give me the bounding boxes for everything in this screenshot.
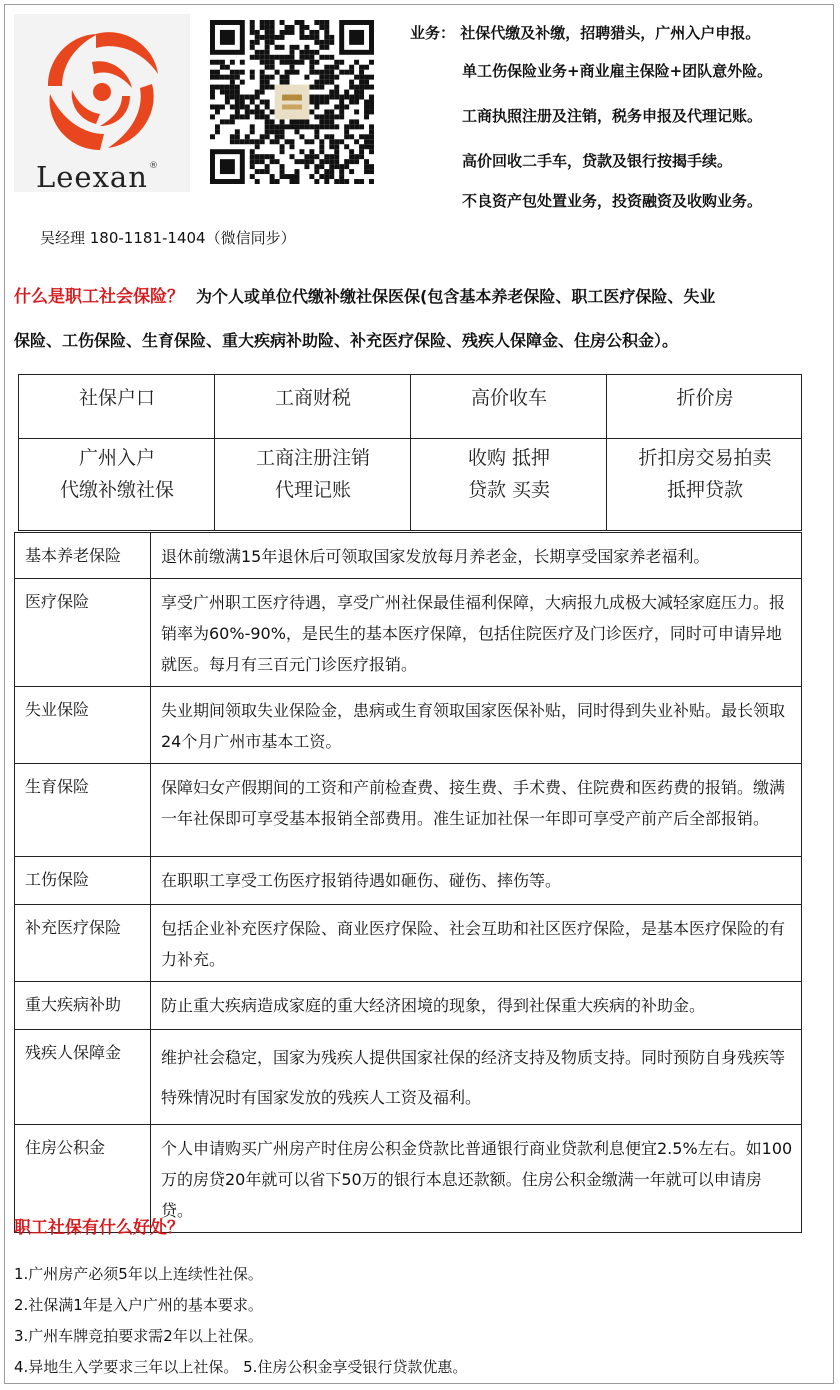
benefit-item: 3.广州车牌竞拍要求需2年以上社保。 (14, 1327, 263, 1345)
intro-line-1 (14, 282, 715, 307)
service-body-tax (215, 442, 411, 506)
table-row (15, 579, 802, 687)
registered-mark: ® (149, 161, 158, 171)
service-head-car: 高价收车 (470, 387, 547, 409)
insurance-desc: 在职职工享受工伤医疗报销待遇如砸伤、碰伤、摔伤等。 (151, 857, 802, 905)
contact-info: 吴经理 180-1181-1404（微信同步） (40, 229, 296, 247)
table-row (15, 764, 802, 857)
insurance-desc: 退休前缴满15年退休后可领取国家发放每月养老金，长期享受国家养老福利。 (151, 533, 802, 579)
service-line: 代缴补缴社保 (59, 479, 174, 501)
service-line: 广州入户 (78, 447, 155, 469)
service-body-hukou (19, 442, 215, 506)
insurance-table (14, 532, 802, 1233)
table-row (15, 982, 802, 1030)
benefit-item: 2.社保满1年是入户广州的基本要求。 (14, 1296, 263, 1314)
intro-text-1: 为个人或单位代缴补缴社保医保(包含基本养老保险、职工医疗保险、失业 (196, 287, 716, 306)
intro-line-2: 保险、工伤保险、生育保险、重大疾病补助险、补充医疗保险、残疾人保障金、住房公积金）。 (14, 331, 679, 350)
table-row (15, 1030, 802, 1125)
insurance-desc: 维护社会稳定，国家为残疾人提供国家社保的经济支持及物质支持。同时预防自身残疾等特殊情况时有国家发放的残疾人工资及福利。 (151, 1030, 802, 1125)
table-row (15, 857, 802, 905)
service-body-car (411, 442, 607, 506)
benefits-title: 职工社保有什么好处？ (14, 1218, 184, 1238)
insurance-desc: 个人申请购买广州房产时住房公积金贷款比普通银行商业贷款利息便宜2.5%左右。如100万的房贷20年就可以省下50万的银行本息还款额。住房公积金缴满一年就可以申请房贷。 (151, 1125, 802, 1233)
business-line-2: 单工伤保险业务+商业雇主保险+团队意外险。 (462, 62, 773, 80)
business-line-3: 工商执照注册及注销，税务申报及代理记账。 (462, 107, 763, 125)
insurance-name: 失业保险 (15, 687, 151, 764)
service-head-hukou: 社保户口 (78, 387, 155, 409)
service-line: 折扣房交易拍卖 (638, 447, 772, 469)
insurance-name: 基本养老保险 (15, 533, 151, 579)
service-line: 工商注册注销 (255, 447, 370, 469)
service-head-house: 折价房 (676, 387, 734, 409)
insurance-name: 残疾人保障金 (15, 1030, 151, 1125)
insurance-desc: 包括企业补充医疗保险、商业医疗保险、社会互助和社区医疗保险，是基本医疗保险的有力补充。 (151, 905, 802, 982)
insurance-name: 医疗保险 (15, 579, 151, 687)
service-body-house (607, 442, 803, 506)
service-line: 代理记账 (274, 479, 351, 501)
service-line: 收购 抵押 (467, 447, 551, 469)
insurance-desc: 保障妇女产假期间的工资和产前检查费、接生费、手术费、住院费和医药费的报销。缴满一年社保即可享受基本报销全部费用。准生证加社保一年即可享受产前产后全部报销。 (151, 764, 802, 857)
insurance-desc: 享受广州职工医疗待遇，享受广州社保最佳福利保障，大病报九成极大减轻家庭压力。报销率为60%-90%，是民生的基本医疗保障，包括住院医疗及门诊医疗，同时可申请异地就医。每月有三百元门诊医疗报销。 (151, 579, 802, 687)
service-line: 抵押贷款 (666, 479, 743, 501)
table-row (15, 905, 802, 982)
benefit-item: 4.异地生入学要求三年以上社保。 5.住房公积金享受银行贷款优惠。 (14, 1358, 468, 1376)
benefit-item: 1.广州房产必须5年以上连续性社保。 (14, 1265, 263, 1283)
service-head-tax: 工商财税 (274, 387, 351, 409)
business-line-5: 不良资产包处置业务，投资融资及收购业务。 (462, 192, 763, 210)
insurance-name: 重大疾病补助 (15, 982, 151, 1030)
service-line: 贷款 买卖 (467, 479, 551, 501)
business-line-1: 业务： 社保代缴及补缴，招聘猎头，广州入户申报。 (410, 24, 761, 42)
table-row (15, 533, 802, 579)
insurance-name: 补充医疗保险 (15, 905, 151, 982)
table-row (15, 687, 802, 764)
intro-question: 什么是职工社会保险？ (14, 287, 184, 307)
insurance-name: 生育保险 (15, 764, 151, 857)
qr-code-icon (210, 20, 374, 184)
grid-divider (19, 438, 801, 439)
insurance-desc: 防止重大疾病造成家庭的重大经济困境的现象，得到社保重大疾病的补助金。 (151, 982, 802, 1030)
insurance-desc: 失业期间领取失业保险金，患病或生育领取国家医保补贴，同时得到失业补贴。最长领取24个月广州市基本工资。 (151, 687, 802, 764)
services-grid (18, 374, 802, 531)
brand-name: Leexan (36, 160, 148, 194)
insurance-name: 住房公积金 (15, 1125, 151, 1233)
business-line-4: 高价回收二手车，贷款及银行按揭手续。 (462, 152, 733, 170)
insurance-name: 工伤保险 (15, 857, 151, 905)
